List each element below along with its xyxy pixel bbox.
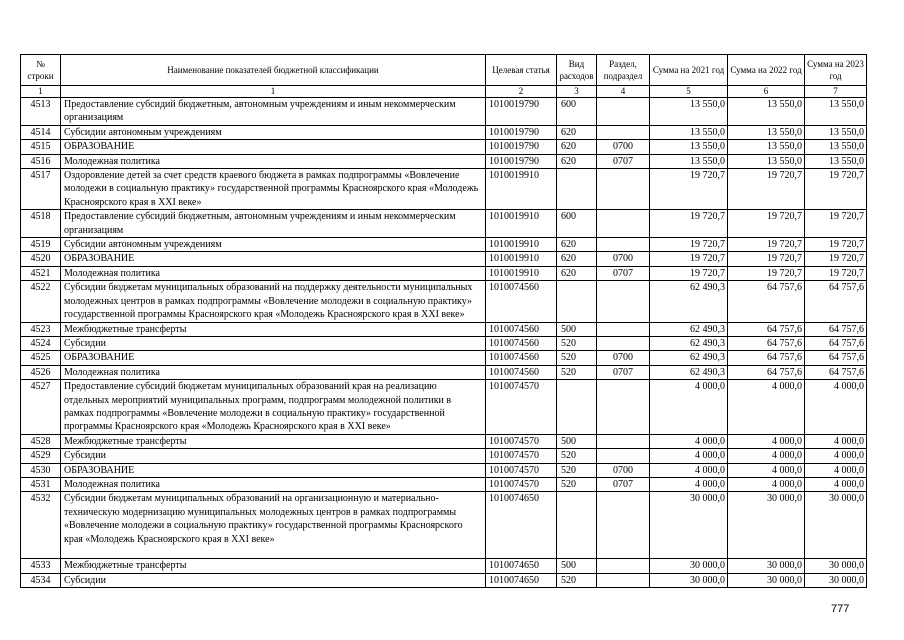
row-sum-2021: 30 000,0 <box>650 559 728 573</box>
column-number: 3 <box>557 86 597 98</box>
row-target-article: 1010074570 <box>486 463 557 477</box>
table-row <box>21 252 867 266</box>
row-target-article: 1010074570 <box>486 380 557 435</box>
table-row <box>21 573 867 587</box>
table-row <box>21 169 867 210</box>
table-row <box>21 434 867 448</box>
row-section: 0700 <box>597 463 650 477</box>
row-sum-2022: 4 000,0 <box>728 463 805 477</box>
row-expense-type: 500 <box>557 322 597 336</box>
row-section <box>597 281 650 322</box>
table-row <box>21 463 867 477</box>
row-expense-type: 620 <box>557 140 597 154</box>
column-number: 1 <box>21 86 61 98</box>
table-body <box>21 98 867 588</box>
row-section <box>597 492 650 559</box>
table-row <box>21 266 867 280</box>
row-sum-2023: 19 720,7 <box>805 169 867 210</box>
row-expense-type: 620 <box>557 154 597 168</box>
row-number: 4529 <box>21 449 61 463</box>
row-sum-2021: 4 000,0 <box>650 449 728 463</box>
row-number: 4524 <box>21 336 61 350</box>
row-target-article: 1010074570 <box>486 434 557 448</box>
row-target-article: 1010019910 <box>486 210 557 238</box>
row-target-article: 1010074570 <box>486 477 557 491</box>
row-sum-2022: 19 720,7 <box>728 252 805 266</box>
row-sum-2023: 4 000,0 <box>805 380 867 435</box>
row-name: Оздоровление детей за счет средств краевого бюджета в рамках подпрограммы «Вовлечение молодежи в социальную практику» государственной программы Красноярского края «Молодежь Красноярского края в XXI веке» <box>61 169 486 210</box>
row-target-article: 1010019790 <box>486 154 557 168</box>
row-name: ОБРАЗОВАНИЕ <box>61 463 486 477</box>
row-expense-type: 620 <box>557 238 597 252</box>
table-row <box>21 238 867 252</box>
row-number: 4516 <box>21 154 61 168</box>
row-name: ОБРАЗОВАНИЕ <box>61 351 486 365</box>
row-section: 0707 <box>597 266 650 280</box>
row-expense-type: 620 <box>557 125 597 139</box>
row-name: Субсидии бюджетам муниципальных образований на поддержку деятельности муниципальных молодежных центров в рамках подпрограммы «Вовлечение молодежи в социальную практику» государственной программы Красноярского края «Молодежь Красноярского края в XXI веке» <box>61 281 486 322</box>
row-expense-type: 520 <box>557 336 597 350</box>
column-number: 6 <box>728 86 805 98</box>
row-section <box>597 559 650 573</box>
row-number: 4532 <box>21 492 61 559</box>
row-target-article: 1010019790 <box>486 140 557 154</box>
row-target-article: 1010019910 <box>486 238 557 252</box>
row-name: Межбюджетные трансферты <box>61 322 486 336</box>
row-sum-2022: 64 757,6 <box>728 322 805 336</box>
row-number: 4520 <box>21 252 61 266</box>
row-sum-2021: 62 490,3 <box>650 351 728 365</box>
row-section: 0700 <box>597 351 650 365</box>
row-sum-2022: 4 000,0 <box>728 449 805 463</box>
row-number: 4533 <box>21 559 61 573</box>
row-sum-2021: 19 720,7 <box>650 169 728 210</box>
row-expense-type: 520 <box>557 573 597 587</box>
header-sum-2022: Сумма на 2022 год <box>728 55 805 86</box>
row-number: 4518 <box>21 210 61 238</box>
budget-table-container <box>20 54 866 588</box>
row-target-article: 1010019910 <box>486 252 557 266</box>
row-target-article: 1010074650 <box>486 559 557 573</box>
row-number: 4513 <box>21 98 61 126</box>
table-row <box>21 140 867 154</box>
row-expense-type: 500 <box>557 559 597 573</box>
row-expense-type: 520 <box>557 477 597 491</box>
row-sum-2021: 4 000,0 <box>650 434 728 448</box>
row-sum-2021: 62 490,3 <box>650 336 728 350</box>
table-row <box>21 380 867 435</box>
row-number: 4517 <box>21 169 61 210</box>
row-section <box>597 380 650 435</box>
row-sum-2022: 13 550,0 <box>728 125 805 139</box>
row-name: Субсидии <box>61 336 486 350</box>
table-row <box>21 351 867 365</box>
row-sum-2023: 13 550,0 <box>805 98 867 126</box>
row-expense-type: 600 <box>557 210 597 238</box>
row-section <box>597 449 650 463</box>
row-sum-2021: 19 720,7 <box>650 266 728 280</box>
row-target-article: 1010074560 <box>486 281 557 322</box>
row-expense-type <box>557 281 597 322</box>
column-number: 2 <box>486 86 557 98</box>
row-name: Субсидии бюджетам муниципальных образований на организационную и материально-техническую модернизацию муниципальных молодежных центров в рамках подпрограммы «Вовлечение молодежи в социальную практику» государственной программы Красноярского края «Молодежь Красноярского края в XXI веке» <box>61 492 486 559</box>
row-sum-2022: 19 720,7 <box>728 266 805 280</box>
row-number: 4527 <box>21 380 61 435</box>
row-sum-2023: 13 550,0 <box>805 140 867 154</box>
row-sum-2021: 19 720,7 <box>650 238 728 252</box>
table-row <box>21 281 867 322</box>
row-sum-2021: 62 490,3 <box>650 322 728 336</box>
row-sum-2022: 64 757,6 <box>728 351 805 365</box>
row-section <box>597 238 650 252</box>
column-number: 7 <box>805 86 867 98</box>
row-name: Межбюджетные трансферты <box>61 434 486 448</box>
row-sum-2021: 13 550,0 <box>650 125 728 139</box>
row-number: 4530 <box>21 463 61 477</box>
row-expense-type: 520 <box>557 449 597 463</box>
row-expense-type: 620 <box>557 252 597 266</box>
table-row <box>21 477 867 491</box>
row-sum-2022: 4 000,0 <box>728 434 805 448</box>
row-sum-2023: 19 720,7 <box>805 210 867 238</box>
row-section: 0700 <box>597 252 650 266</box>
row-sum-2021: 13 550,0 <box>650 154 728 168</box>
table-row <box>21 210 867 238</box>
header-section: Раздел, подраздел <box>597 55 650 86</box>
row-sum-2021: 30 000,0 <box>650 492 728 559</box>
row-sum-2022: 64 757,6 <box>728 281 805 322</box>
row-section <box>597 573 650 587</box>
row-number: 4519 <box>21 238 61 252</box>
row-section <box>597 336 650 350</box>
row-sum-2022: 4 000,0 <box>728 477 805 491</box>
row-sum-2022: 13 550,0 <box>728 140 805 154</box>
row-sum-2023: 64 757,6 <box>805 336 867 350</box>
row-name: Субсидии автономным учреждениям <box>61 125 486 139</box>
table-row <box>21 492 867 559</box>
row-sum-2021: 30 000,0 <box>650 573 728 587</box>
row-number: 4531 <box>21 477 61 491</box>
row-sum-2023: 64 757,6 <box>805 322 867 336</box>
row-sum-2022: 13 550,0 <box>728 154 805 168</box>
row-name: Субсидии <box>61 573 486 587</box>
row-number: 4515 <box>21 140 61 154</box>
header-row <box>21 55 867 86</box>
row-name: Предоставление субсидий бюджетам муниципальных образований края на реализацию отдельных мероприятий муниципальных программ, подпрограмм молодежной политики в рамках подпрограммы «Вовлечение молодежи в социальную практику» государственной программы Красноярского края «Молодежь Красноярского края в XXI веке» <box>61 380 486 435</box>
row-target-article: 1010019790 <box>486 98 557 126</box>
row-section: 0700 <box>597 140 650 154</box>
row-number: 4521 <box>21 266 61 280</box>
row-sum-2022: 64 757,6 <box>728 336 805 350</box>
table-row <box>21 365 867 379</box>
page-number: 777 <box>831 603 850 615</box>
row-sum-2021: 19 720,7 <box>650 252 728 266</box>
table-row <box>21 559 867 573</box>
row-sum-2023: 30 000,0 <box>805 559 867 573</box>
row-name: Межбюджетные трансферты <box>61 559 486 573</box>
row-sum-2022: 19 720,7 <box>728 169 805 210</box>
row-section <box>597 210 650 238</box>
row-sum-2022: 4 000,0 <box>728 380 805 435</box>
table-row <box>21 98 867 126</box>
row-sum-2023: 64 757,6 <box>805 351 867 365</box>
row-sum-2021: 4 000,0 <box>650 463 728 477</box>
row-number: 4523 <box>21 322 61 336</box>
row-expense-type: 520 <box>557 351 597 365</box>
row-target-article: 1010074650 <box>486 492 557 559</box>
row-sum-2022: 30 000,0 <box>728 492 805 559</box>
row-name: Предоставление субсидий бюджетным, автономным учреждениям и иным некоммерческим организациям <box>61 210 486 238</box>
row-expense-type <box>557 492 597 559</box>
row-sum-2023: 30 000,0 <box>805 492 867 559</box>
row-sum-2023: 4 000,0 <box>805 477 867 491</box>
row-name: Молодежная политика <box>61 477 486 491</box>
row-sum-2022: 30 000,0 <box>728 573 805 587</box>
row-sum-2023: 19 720,7 <box>805 266 867 280</box>
row-section <box>597 169 650 210</box>
row-section: 0707 <box>597 365 650 379</box>
row-sum-2023: 19 720,7 <box>805 238 867 252</box>
row-sum-2023: 4 000,0 <box>805 434 867 448</box>
column-number: 5 <box>650 86 728 98</box>
header-sum-2021: Сумма на 2021 год <box>650 55 728 86</box>
row-target-article: 1010019790 <box>486 125 557 139</box>
row-section <box>597 125 650 139</box>
row-sum-2023: 4 000,0 <box>805 449 867 463</box>
row-sum-2023: 19 720,7 <box>805 252 867 266</box>
row-expense-type <box>557 169 597 210</box>
row-name: Молодежная политика <box>61 365 486 379</box>
row-name: Субсидии <box>61 449 486 463</box>
row-name: Молодежная политика <box>61 266 486 280</box>
row-name: Субсидии автономным учреждениям <box>61 238 486 252</box>
row-sum-2022: 13 550,0 <box>728 98 805 126</box>
row-name: Предоставление субсидий бюджетным, автономным учреждениям и иным некоммерческим организациям <box>61 98 486 126</box>
row-sum-2021: 19 720,7 <box>650 210 728 238</box>
row-expense-type: 520 <box>557 365 597 379</box>
row-name: ОБРАЗОВАНИЕ <box>61 140 486 154</box>
row-number: 4514 <box>21 125 61 139</box>
row-sum-2022: 30 000,0 <box>728 559 805 573</box>
header-name: Наименование показателей бюджетной классификации <box>61 55 486 86</box>
row-sum-2023: 30 000,0 <box>805 573 867 587</box>
row-section: 0707 <box>597 154 650 168</box>
row-target-article: 1010074650 <box>486 573 557 587</box>
row-sum-2021: 4 000,0 <box>650 477 728 491</box>
row-number: 4526 <box>21 365 61 379</box>
row-sum-2021: 4 000,0 <box>650 380 728 435</box>
column-number: 1 <box>61 86 486 98</box>
row-name: ОБРАЗОВАНИЕ <box>61 252 486 266</box>
header-code: Целевая статья <box>486 55 557 86</box>
row-sum-2021: 62 490,3 <box>650 281 728 322</box>
budget-table <box>20 54 867 588</box>
row-expense-type: 600 <box>557 98 597 126</box>
header-row-no: № строки <box>21 55 61 86</box>
row-sum-2023: 4 000,0 <box>805 463 867 477</box>
row-sum-2021: 13 550,0 <box>650 98 728 126</box>
row-target-article: 1010074560 <box>486 336 557 350</box>
table-row <box>21 336 867 350</box>
header-sum-2023: Сумма на 2023 год <box>805 55 867 86</box>
row-sum-2022: 64 757,6 <box>728 365 805 379</box>
row-number: 4528 <box>21 434 61 448</box>
row-sum-2023: 64 757,6 <box>805 365 867 379</box>
table-row <box>21 322 867 336</box>
header-vid: Вид расходов <box>557 55 597 86</box>
row-number: 4534 <box>21 573 61 587</box>
row-expense-type: 520 <box>557 463 597 477</box>
row-expense-type: 620 <box>557 266 597 280</box>
row-number: 4522 <box>21 281 61 322</box>
row-section: 0707 <box>597 477 650 491</box>
column-number: 4 <box>597 86 650 98</box>
row-sum-2023: 13 550,0 <box>805 125 867 139</box>
row-sum-2023: 13 550,0 <box>805 154 867 168</box>
row-section <box>597 434 650 448</box>
row-expense-type <box>557 380 597 435</box>
row-target-article: 1010019910 <box>486 266 557 280</box>
row-sum-2022: 19 720,7 <box>728 210 805 238</box>
row-name: Молодежная политика <box>61 154 486 168</box>
row-target-article: 1010074560 <box>486 351 557 365</box>
table-row <box>21 154 867 168</box>
row-sum-2022: 19 720,7 <box>728 238 805 252</box>
row-target-article: 1010074560 <box>486 365 557 379</box>
row-section <box>597 98 650 126</box>
column-number-row <box>21 86 867 98</box>
row-expense-type: 500 <box>557 434 597 448</box>
row-target-article: 1010019910 <box>486 169 557 210</box>
table-row <box>21 449 867 463</box>
row-sum-2021: 13 550,0 <box>650 140 728 154</box>
table-row <box>21 125 867 139</box>
row-sum-2021: 62 490,3 <box>650 365 728 379</box>
row-section <box>597 322 650 336</box>
row-target-article: 1010074560 <box>486 322 557 336</box>
row-sum-2023: 64 757,6 <box>805 281 867 322</box>
row-number: 4525 <box>21 351 61 365</box>
row-target-article: 1010074570 <box>486 449 557 463</box>
